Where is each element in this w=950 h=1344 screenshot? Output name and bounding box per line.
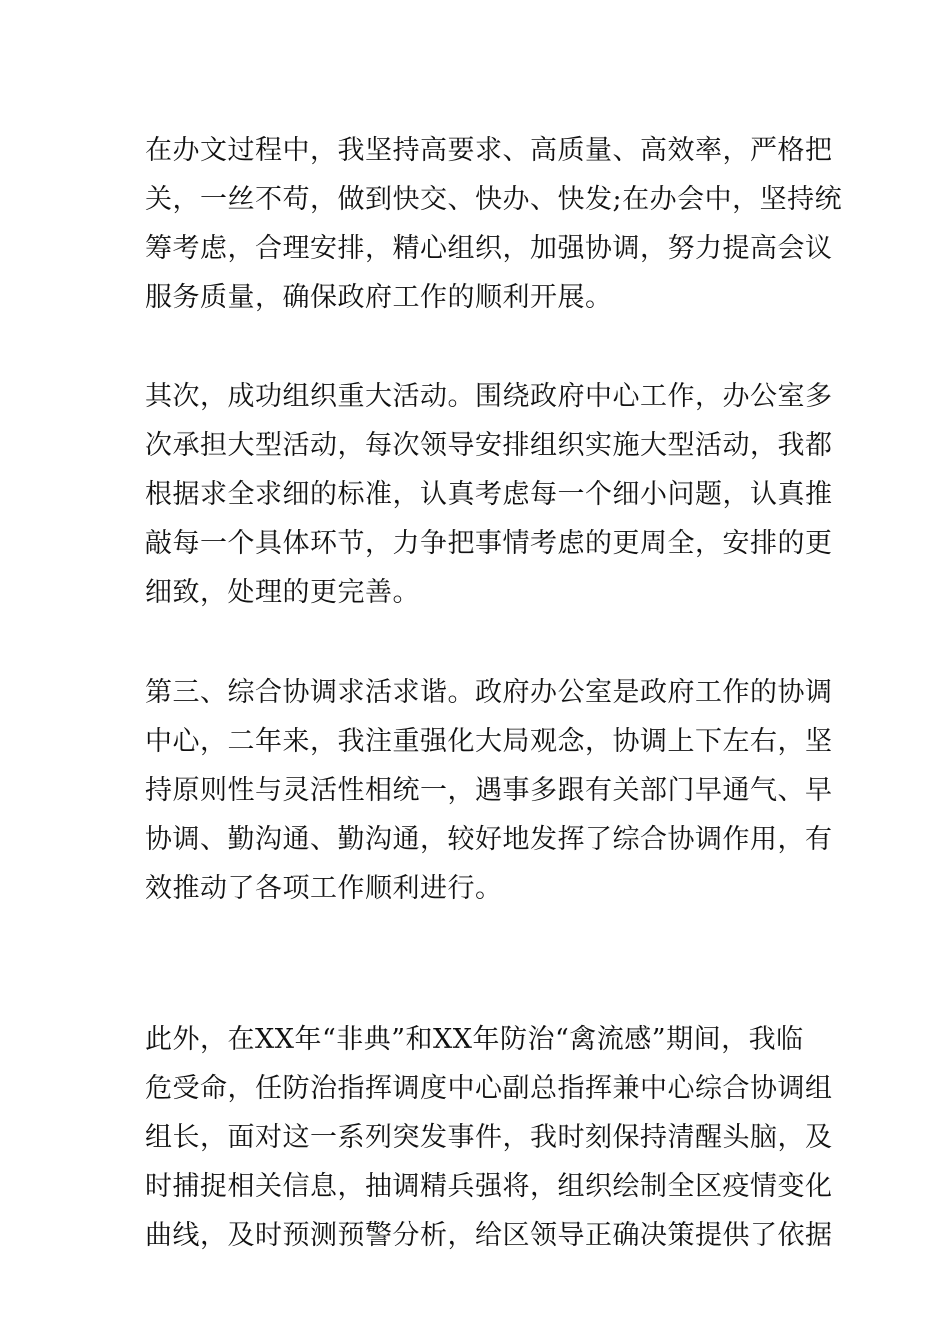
- text-line: 其次，成功组织重大活动。围绕政府中心工作，办公室多: [145, 381, 833, 412]
- text-line: 第三、综合协调求活求谐。政府办公室是政府工作的协调: [145, 677, 833, 708]
- text-line: 服务质量，确保政府工作的顺利开展。: [145, 282, 613, 313]
- text-line: 根据求全求细的标准，认真考虑每一个细小问题，认真推: [145, 479, 833, 510]
- paragraph-coordination: [145, 668, 833, 913]
- text-line: 曲线，及时预测预警分析，给区领导正确决策提供了依据: [145, 1220, 833, 1251]
- text-line: 筹考虑，合理安排，精心组织，加强协调，努力提高会议: [145, 233, 833, 264]
- text-line: 在办文过程中，我坚持高要求、高质量、高效率，严格把: [145, 135, 833, 166]
- text-line: 关，一丝不苟，做到快交、快办、快发;在办会中，坚持统: [145, 184, 843, 215]
- text-line: 中心，二年来，我注重强化大局观念，协调上下左右，坚: [145, 726, 833, 757]
- text-line: 协调、勤沟通、勤沟通，较好地发挥了综合协调作用，有: [145, 824, 833, 855]
- text-line: 持原则性与灵活性相统一，遇事多跟有关部门早通气、早: [145, 775, 833, 806]
- text-line: 次承担大型活动，每次领导安排组织实施大型活动，我都: [145, 430, 833, 461]
- text-line: 此外，在XX年“非典”和XX年防治“禽流感”期间，我临: [145, 1024, 804, 1055]
- text-line: 组长，面对这一系列突发事件，我时刻保持清醒头脑，及: [145, 1122, 833, 1153]
- text-line: 敲每一个具体环节，力争把事情考虑的更周全，安排的更: [145, 528, 833, 559]
- paragraph-epidemic-response: [145, 1015, 833, 1260]
- text-line: 效推动了各项工作顺利进行。: [145, 873, 503, 904]
- text-line: 时捕捉相关信息，抽调精兵强将，组织绘制全区疫情变化: [145, 1171, 833, 1202]
- text-line: 危受命，任防治指挥调度中心副总指挥兼中心综合协调组: [145, 1073, 833, 1104]
- text-line: 细致，处理的更完善。: [145, 577, 420, 608]
- paragraph-document-handling: [145, 126, 843, 322]
- paragraph-major-activities: [145, 372, 833, 617]
